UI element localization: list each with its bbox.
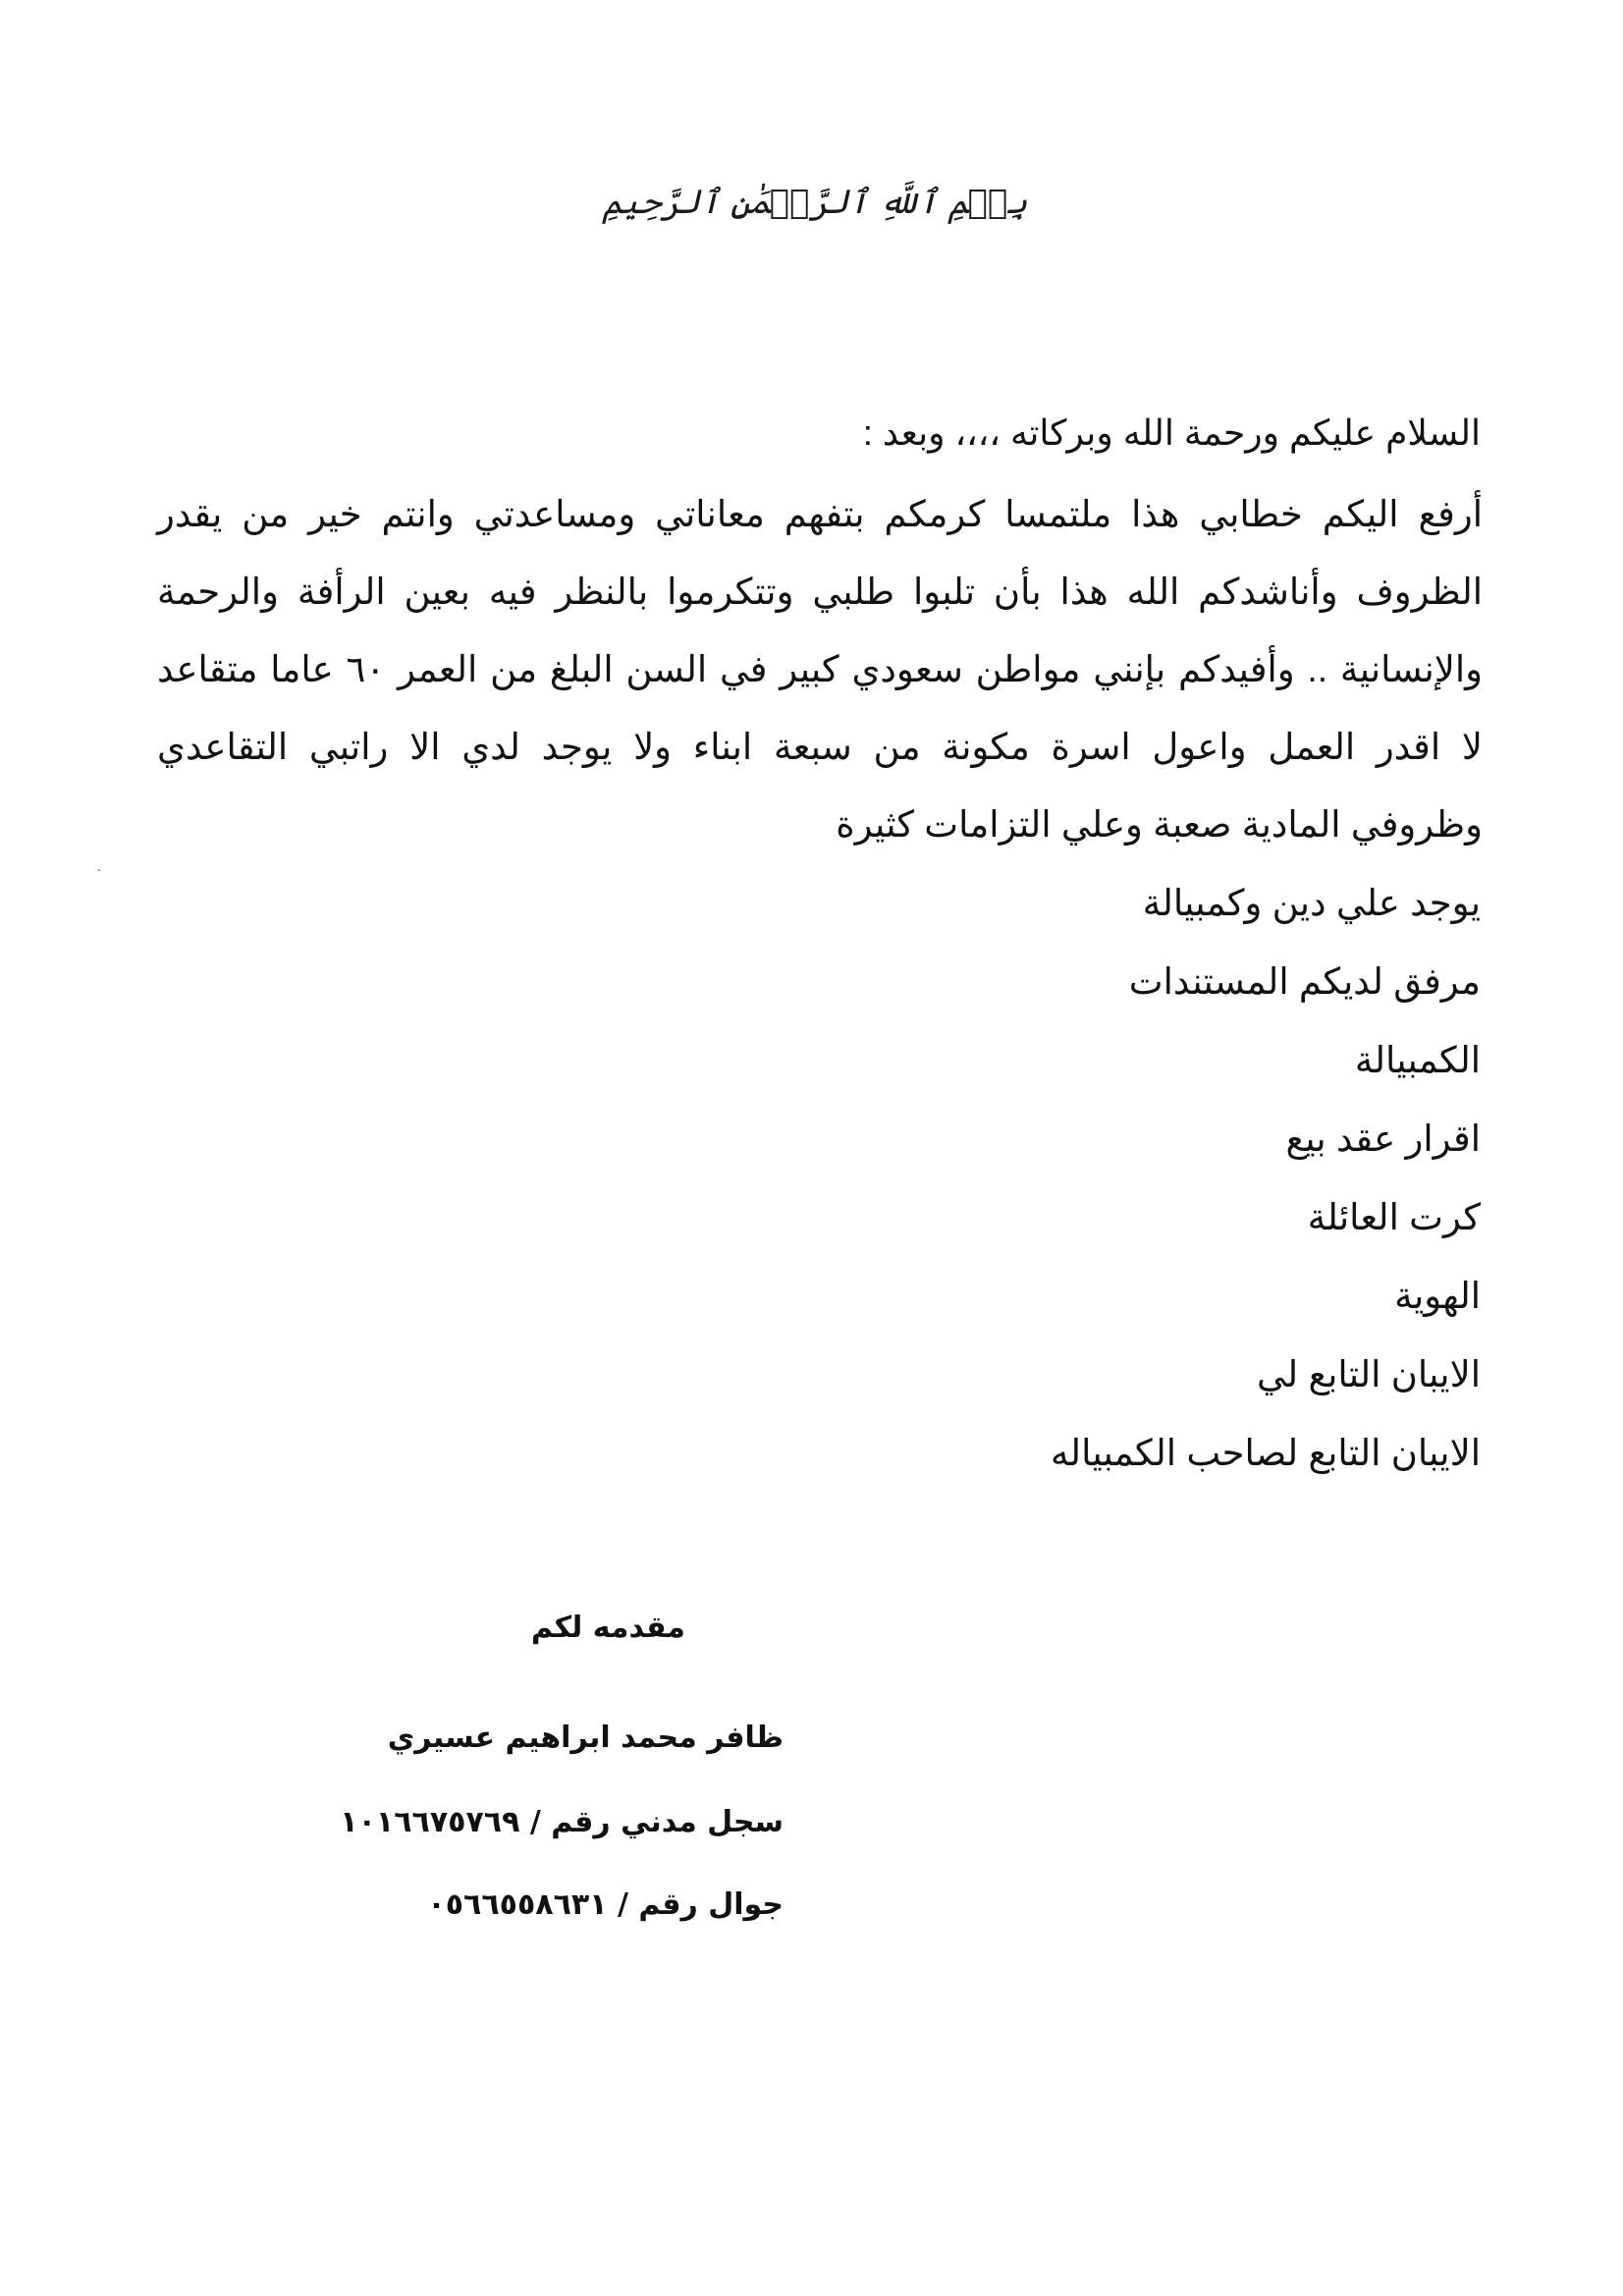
- mobile-number-line: جوال رقم / ٠٥٦٦٥٥٨٦٣١: [427, 1887, 784, 1922]
- signature-name: ظافر محمد ابراهيم عسيري: [387, 1721, 784, 1755]
- signature-title: مقدمه لكم: [531, 1611, 685, 1645]
- list-item: الكمبيالة: [1354, 1040, 1481, 1080]
- body-line: الظروف وأناشدكم الله هذا بأن تلبوا طلبي وتتكرموا بالنظر فيه بعين الرأفة والرحمة: [157, 572, 1483, 612]
- greeting-line: السلام عليكم ورحمة الله وبركاته ،،،، وبعد :: [862, 412, 1481, 453]
- basmala-header: بِسۡمِ ٱللَّهِ ٱلرَّحۡمَٰنِ ٱلرَّحِيمِ: [602, 183, 1028, 222]
- list-item: الايبان التابع لي: [1257, 1354, 1481, 1394]
- attachments-list: [1051, 864, 1481, 1493]
- body-line: لا اقدر العمل واعول اسرة مكونة من سبعة ابناء ولا يوجد لدي الا راتبي التقاعدي: [157, 727, 1483, 767]
- list-item: يوجد علي دين وكمبيالة: [1142, 883, 1481, 923]
- letter-body: [157, 475, 1483, 863]
- body-line: وظروفي المادية صعبة وعلي التزامات كثيرة: [836, 804, 1483, 845]
- list-item: كرت العائلة: [1307, 1197, 1481, 1237]
- list-item: الايبان التابع لصاحب الكمبياله: [1050, 1433, 1481, 1473]
- body-line: أرفع اليكم خطابي هذا ملتمسا كرمكم بتفهم معاناتي ومساعدتي وانتم خير من يقدر: [157, 494, 1483, 534]
- list-item: مرفق لديكم المستندات: [1128, 961, 1481, 1002]
- list-item: الهوية: [1394, 1276, 1481, 1316]
- scan-speck: [98, 869, 100, 871]
- list-item: اقرار عقد بيع: [1285, 1119, 1481, 1159]
- body-line: والإنسانية .. وأفيدكم بإنني مواطن سعودي كبير في السن البلغ من العمر ٦٠ عاما متقاعد: [157, 649, 1483, 689]
- civil-id-line: سجل مدني رقم / ١٠١٦٦٧٥٧٦٩: [340, 1805, 784, 1839]
